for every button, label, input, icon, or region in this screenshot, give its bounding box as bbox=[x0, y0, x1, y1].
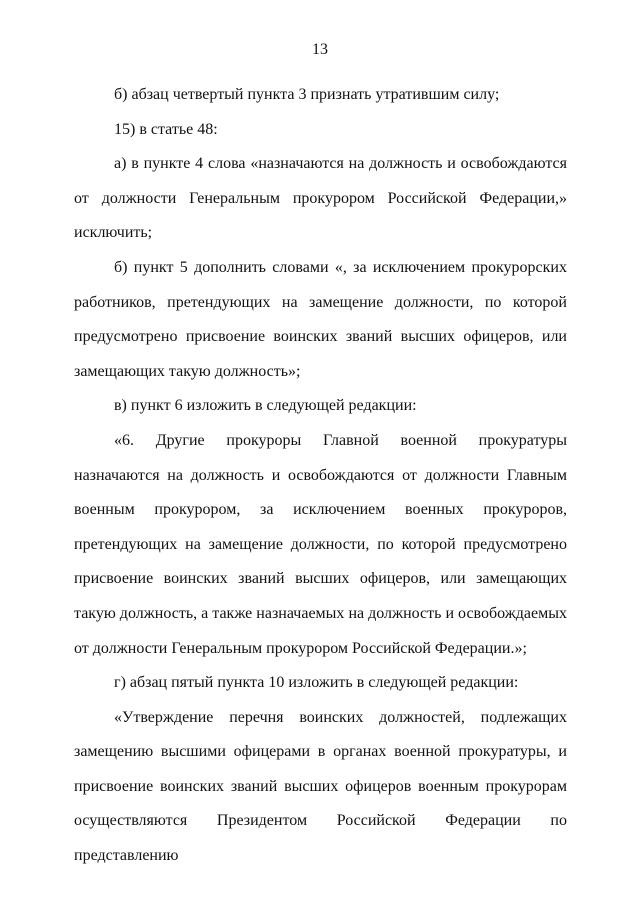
paragraph-7: г) абзац пятый пункта 10 изложить в следующей редакции: bbox=[114, 674, 519, 692]
paragraph-1: б) абзац четвертый пункта 3 признать утратившим силу; bbox=[114, 86, 500, 103]
paragraph-2: 15) в статье 48: bbox=[114, 120, 218, 138]
paragraph-8: «Утверждение перечня воинских должностей, подлежащих замещению высшими офицерами в органах военной прокуратуры, и присвоение воинских званий высших офицеров военным прокурорам осуществляются Президентом Российской Федерации по представлению bbox=[74, 708, 567, 865]
paragraph-3: а) в пункте 4 слова «назначаются на должность и освобождаются от должности Генеральным прокурором Российской Федерации,» исключить; bbox=[74, 155, 567, 242]
page-number: 13 bbox=[312, 41, 328, 58]
document-body bbox=[74, 78, 567, 874]
paragraph-5: в) пункт 6 изложить в следующей редакции: bbox=[114, 397, 417, 415]
paragraph-6: «6. Другие прокуроры Главной военной прокуратуры назначаются на должность и освобождаются от должности Главным военным прокурором, за исключением военных прокуроров, претендующих на замещение должности, по которой предусмотрено присвоение воинских званий высших офицеров, или замещающих такую должность, а также назначаемых на должность и освобождаемых от должности Генеральным прокурором Российской Федерации.»; bbox=[74, 431, 567, 657]
paragraph-4: б) пункт 5 дополнить словами «, за исключением прокурорских работников, претендующих на замещение должности, по которой предусмотрено присвоение воинских званий высших офицеров, или замещающих такую должность»; bbox=[74, 258, 567, 380]
